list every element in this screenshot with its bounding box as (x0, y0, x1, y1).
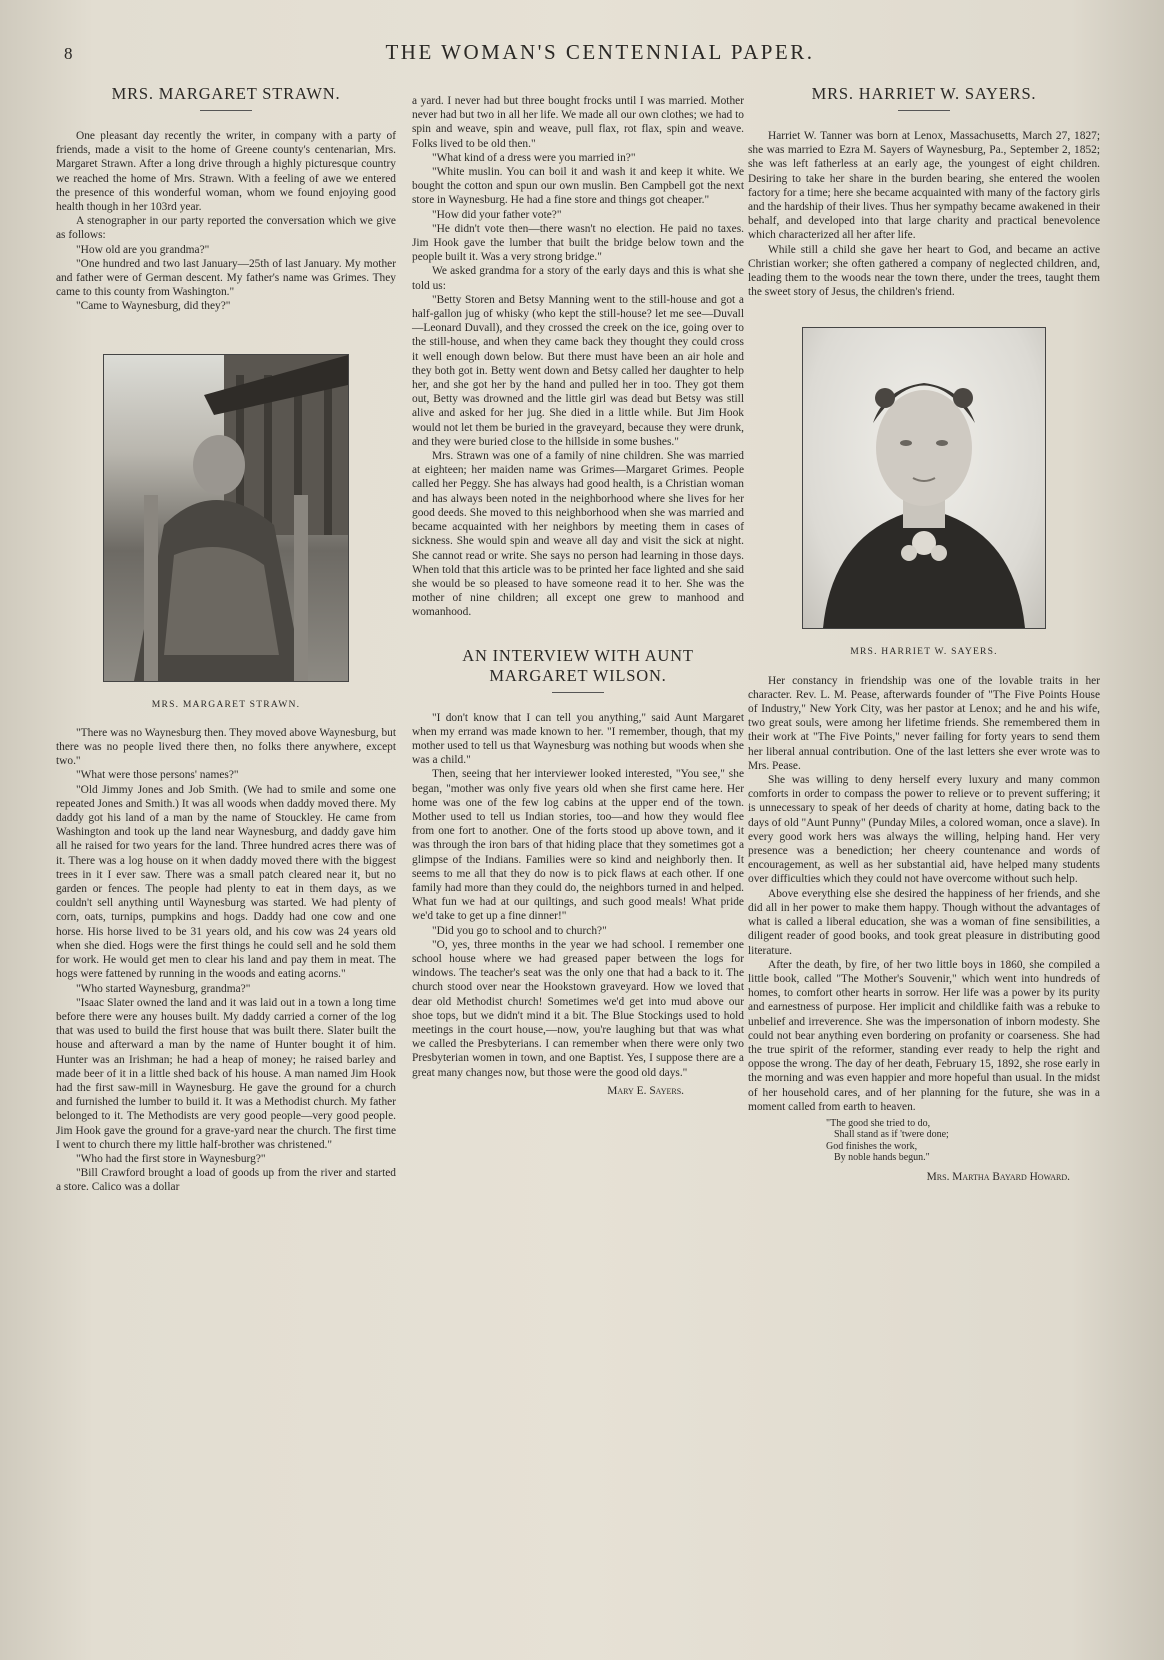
poem-line: God finishes the work, (826, 1140, 918, 1152)
strawn-headline: MRS. MARGARET STRAWN. (111, 84, 341, 103)
closing-poem (826, 1118, 1100, 1164)
sayers-headline: MRS. HARRIET W. SAYERS. (811, 84, 1037, 103)
strawn-continued-paragraph: Mrs. Strawn was one of a family of nine children. She was married at eighteen; her maiden name was Grimes—Margaret Grimes. People called her Peggy. She has always had good health, is a Christian woman and has always been noted in the neighborhood where she lives for her good deeds. She moved to this neighborhood when she was married and became acquainted with her neighbors by meeting them in cases of sickness. She would spin and weave all day and visit the sick at night. She cannot read or write. She says no person had learning in those days. When told that this article was to be printed her face lighted and she said she would be so pleased to have someone read it to her. She was the mother of nine children; all except one grew to manhood and womanhood. (412, 450, 744, 619)
headline-rule (200, 110, 252, 111)
headline-rule (552, 692, 604, 693)
column-left (56, 80, 396, 1195)
strawn-photo-caption: MRS. MARGARET STRAWN. (151, 698, 301, 710)
interview-paragraph: "Did you go to school and to church?" (432, 924, 607, 937)
headline-rule (898, 110, 950, 111)
sayers-paragraph: Above everything else she desired the happiness of her friends, and she did all in her power to make them happy. Though without the advantages of what is called a liberal education, she was a woman of fine sensibilities, a diligent reader of good books, and took great pleasure in distributing good literature. (748, 887, 1100, 957)
poem-line: "The good she tried to do, (826, 1117, 931, 1129)
sayers-paragraph: While still a child she gave her heart to God, and became an active Christian worker; she often gathered a company of neglected children, and, leading them to the woods near the town there, under the trees, taught them the sweet story of Jesus, the children's friend. (748, 243, 1100, 299)
sayers-portrait-photo (802, 327, 1046, 629)
strawn-continued-paragraph: We asked grandma for a story of the early days and this is what she told us: (412, 265, 744, 292)
strawn-portrait-illustration (104, 355, 348, 681)
sayers-signature: Mrs. Martha Bayard Howard. (926, 1170, 1070, 1183)
sayers-portrait-illustration (803, 328, 1045, 628)
strawn-continued-paragraph: "How did your father vote?" (432, 208, 562, 221)
interview-headline: AN INTERVIEW WITH AUNT MARGARET WILSON. (462, 645, 694, 685)
running-head: THE WOMAN'S CENTENNIAL PAPER. (385, 40, 815, 64)
interview-paragraph: "I don't know that I can tell you anything," said Aunt Margaret when my errand was made known to her. "I remember, though, that my mother used to tell us that Waynesburg was nothing but woods when she was a child." (412, 711, 744, 767)
sayers-photo-figure (748, 327, 1100, 659)
sayers-paragraph: Harriet W. Tanner was born at Lenox, Massachusetts, March 27, 1827; she was married to Ezra M. Sayers of Waynesburg, Pa., September 2, 1852; she was left fatherless at an early age, the youngest of eight children. Desiring to take her share in the burden bearing, she entered the woolen factory for a time; here she became acquainted with many of the factory girls and the hardship of their lives. Thus her sympathy became awakened in their behalf, and developed into that large charity and practical benevolence which characterized all her after life. (748, 130, 1100, 242)
strawn-photo-figure (56, 354, 396, 712)
strawn-paragraph: "There was no Waynesburg then. They moved above Waynesburg, but there was no people lived there then, no folks there anywhere, except two." (56, 726, 396, 768)
strawn-paragraph: "Bill Crawford brought a load of goods up from the river and started a store. Calico was a dollar (56, 1167, 396, 1194)
sayers-photo-caption: MRS. HARRIET W. SAYERS. (850, 646, 998, 658)
interview-signature: Mary E. Sayers. (607, 1084, 684, 1097)
strawn-paragraph: "What were those persons' names?" (76, 769, 239, 782)
sayers-paragraph: She was willing to deny herself every luxury and many common comforts in order to compass the power to relieve or to prevent suffering; it is unnecessary to speak of her deeds of charity at home, dating back to the days of old "Aunt Punny" (Punday Miles, a colored woman, once a slave). In every good work hers was always the willing, helping hand. Her very presence was a benediction; her cheery countenance and words of encouragement, as well as her substantial aid, have helped many students over difficulties which they could not have overcome without such help. (748, 774, 1100, 886)
strawn-paragraph: One pleasant day recently the writer, in company with a party of friends, made a visit to the home of Greene county's centenarian, Mrs. Margaret Strawn. After a long drive through a highly picturesque country we reached the home of Mrs. Strawn. With a feeling of awe we entered the presence of this wonderful woman, whom we found enjoying good health though in her 103rd year. (56, 130, 396, 214)
strawn-paragraph: "Who started Waynesburg, grandma?" (76, 982, 251, 995)
strawn-portrait-photo (103, 354, 349, 682)
strawn-paragraph: "Who had the first store in Waynesburg?" (76, 1152, 266, 1165)
strawn-continued-paragraph: "White muslin. You can boil it and wash it and keep it white. We bought the cotton and spun our own muslin. Ben Campbell got the next store in Waynesburg. He had a fine store and things got cheaper." (412, 166, 744, 207)
interview-paragraph: "O, yes, three months in the year we had school. I remember one school house where we had greased paper between the logs for windows. The teacher's seat was the only one that had a back to it. The church stood over near the Hookstown graveyard. How we loved that dear old Methodist church! Sometimes we'd get into mud above our shoe tops, but we didn't mind it a bit. The Blue Stockings used to hold meetings in the court house,—now, you're laughing but that was what we called the Presbyterians. I can remember when there were only two Presbyterian women in town, and one Baptist. Yes, I suppose there are a great many changes now, but those were the good old days." (412, 938, 744, 1079)
strawn-paragraph: A stenographer in our party reported the conversation which we give as follows: (56, 215, 396, 242)
strawn-continued-paragraph: a yard. I never had but three bought frocks until I was married. Mother never had but two in all her life. We made all our own clothes; we had to spin and weave, spin and weave, pull flax, rot flax, spin and weave. Folks lived to be old then." (412, 95, 744, 150)
strawn-continued-paragraph: "Betty Storen and Betsy Manning went to the still-house and got a half-gallon jug of whisky (who kept the still-house? let me see—Duvall—Leonard Duvall), and they crossed the creek on the ice, going over to the still-house, and when they came back they thought they could cross it well enough down below. But there must have been an air hole and they both got in. Betty went down and Betsy called her daughter to help her, and she got her by the hand and pulled her in too. They got them out, Betty was drowned and the little girl was dead but Betsy was still alive and asked for her jug. She died in a little while. But Jim Hook would not let them be buried in the graveyard, because they were drunk, and they were buried close to the hillside in some bushes." (412, 293, 744, 448)
strawn-paragraph: "One hundred and two last January—25th of last January. My mother and father were of German descent. My father's name was Grimes. They came to this county from Washington." (56, 257, 396, 299)
strawn-paragraph: "How old are you grandma?" (76, 243, 210, 256)
poem-line: Shall stand as if 'twere done; (834, 1129, 949, 1141)
interview-paragraph: Then, seeing that her interviewer looked interested, "You see," she began, "mother was only five years old when she first came here. Her home was one of the few log cabins at the upper end of the town. Mother used to tell us Indian stories, too—and how they would flee from one fort to another. One of the forts stood up above town, and it was through the iron bars of that hiding place that they sometimes got a glimpse of the Indians. Families were so kind and neighborly then. It seems to me all that they do now is to pick flaws at each other. If one family had more than they could do, the neighbors turned in and helped. What fun we had at our quiltings, and such good meals! What pride we'd take to get up a fine dinner!" (412, 768, 744, 923)
strawn-continued-paragraph: "He didn't vote then—there wasn't no election. He paid no taxes. Jim Hook gave the lumber that built the bridge below town and the people built it. Was a very strong bridge." (412, 222, 744, 264)
strawn-continued-paragraph: "What kind of a dress were you married in?" (432, 151, 636, 164)
column-middle (412, 94, 744, 1098)
strawn-paragraph: "Old Jimmy Jones and Job Smith. (We had to smile and some one repeated Jones and Smith.) It was all woods when daddy moved there. My daddy got his land of a man by the name of Stouckley. He came from Washington and took up the land near Waynesburg, and daddy gave him all he raised for two years for the land. Three hundred acres there was of it. There was a log house on it when daddy moved there with the biggest trees in it I ever saw. There was a small patch cleared near it, but no garden or fences. The people had plenty to eat in them days, as we couldn't sell anything until Waynesburg was started. We had plenty of corn, oats, turnips, pumpkins and hogs. Daddy had one cow and one horse. His horse lived to be 31 years old, and his cow was 24 years old when she died. Hogs were the first things he could sell and he sold them for work. He would get men to clear his land and pay them in meat. The hogs were fattened by running in the woods and eating acorns." (56, 783, 396, 981)
poem-line: By noble hands begun." (834, 1152, 930, 1164)
sayers-paragraph: After the death, by fire, of her two little boys in 1860, she compiled a little book, called "The Mother's Souvenir," which went into hundreds of homes, to comfort other hearts in sorrow. Her life was a power by its purity and earnestness of purpose. Her implicit and childlike faith was a rebuke to unbelief and irreverence. She was the impersonation of inborn modesty. She could not bear anything even bordering on profanity or coarseness. She had the true spirit of the reformer, standing ever ready to help the right and oppose the wrong. The day of her death, February 15, 1892, she rose early in the morning and was even happier and more hopeful than usual. In the midst of her household cares, and of her planning for the future, she was in a moment called from earth to heaven. (748, 958, 1100, 1113)
strawn-paragraph: "Isaac Slater owned the land and it was laid out in a town a long time before there were any houses built. My daddy carried a corner of the log that was used to build the first house that was built there. Slater built the house and afterward a man by the name of Hunter bought it of him. Hunter was an Irishman; he had a heap of money; he raised barley and made beer of it in a little shed back of his house. A man named Jim Hook had the first saw-mill in Waynesburg. He gave the ground for a church and furnished the lumber to build it. It was a Methodist church. My father belonged to it. The Methodists are very good people—very good people. Jim Hook gave the ground for a grave-yard near the church. The first time I went to church there my little half-brother was christened." (56, 996, 396, 1151)
strawn-paragraph: "Came to Waynesburg, did they?" (76, 300, 231, 313)
sayers-paragraph: Her constancy in friendship was one of the lovable traits in her character. Rev. L. M. Pease, afterwards founder of "The Five Points House of Industry," New York City, was her pastor at Lenox; and he and his wife, two great souls, were among her lifetime friends. She remembered them in their work at "The Five Points," never failing for forty years to send them her liberal annual contribution. One of the last letters she ever wrote was to Mrs. Pease. (748, 674, 1100, 772)
column-right (748, 80, 1100, 1184)
page-number: 8 (64, 44, 73, 63)
